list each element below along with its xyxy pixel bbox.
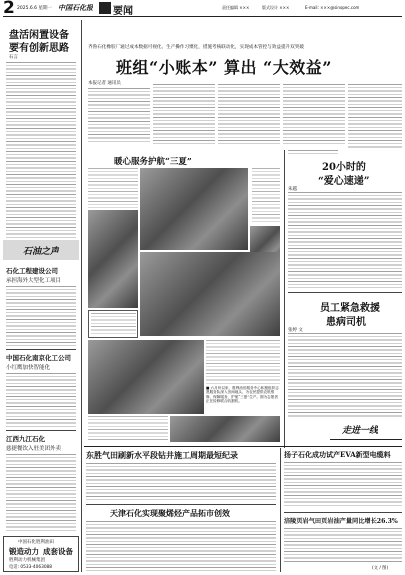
ad-header: 中国石化胜利油田: [18, 540, 54, 545]
right-headline-2: “爱心速递”: [318, 176, 370, 187]
right-byline-1: 朱越: [288, 187, 297, 192]
bottom-story-4-title: 涪陵页岩气田页岩油产量同比增长26.3%: [284, 518, 398, 525]
bottom-divider: [86, 504, 276, 505]
photo-caption-text: [206, 340, 280, 384]
bottom-rule: [84, 446, 402, 447]
right-byline-2: 张婷 文: [288, 328, 303, 333]
right-story-2-body: [288, 333, 402, 417]
label-banner: [3, 240, 79, 260]
masthead-rule: [3, 16, 402, 17]
bottom-story-4-credit: (文 / 图): [372, 566, 389, 571]
photo-bottom-text: [88, 416, 168, 442]
lead-kicker: 齐鲁石化橡胶厂通过成本数据可视化、生产操作习惯化，措施考核联动化，实现成本管控与效益提升双突破: [88, 45, 304, 50]
photo-intro-text: [88, 168, 138, 208]
left-story-2-body: [6, 286, 76, 346]
ad-title-2: 成套设备: [43, 547, 73, 556]
photo-feature-heading: 暖心服务护航“三夏”: [114, 157, 192, 167]
left-column: [3, 20, 79, 573]
bottom-story-4-body: [284, 528, 402, 564]
bottom-story-2-title: 天津石化实现聚烯烃产品拓市创效: [110, 508, 230, 518]
right-headline-1: 20小时的: [322, 162, 366, 173]
photo-field-bottom-left: [88, 340, 204, 414]
caption-box-text: [91, 313, 136, 336]
ad-phone: 电话: 0533-4063088: [9, 565, 53, 570]
caption-box: [88, 310, 138, 338]
bottom-column-rule: [280, 448, 281, 572]
advertisement: [3, 536, 79, 572]
left-story-4-title: 江西九江石化: [6, 435, 45, 443]
left-body-text: [6, 62, 76, 238]
bottom-story-2-body: [86, 521, 276, 571]
frontline-banner: [330, 420, 402, 440]
photo-field-bottom-right: [170, 416, 280, 442]
masthead-editor: 责任编辑 ×××: [222, 5, 250, 10]
bottom-story-1-body: [86, 463, 276, 501]
left-story-4-subtitle: 慈捷餐饮入驻美团外卖: [6, 446, 62, 452]
lead-body-col-2: [153, 84, 215, 146]
bottom-story-3-title: 扬子石化成功试产EVA新型电缆料: [284, 450, 391, 459]
paper-name: 中国石化报: [58, 3, 93, 12]
lead-body-col-4: [283, 84, 345, 146]
bottom-story-3-body: [284, 462, 402, 508]
frontline-banner-text: 走进一线: [342, 426, 379, 436]
lead-body-col-1: [88, 88, 150, 144]
lead-byline: 本报记者 通讯员: [88, 81, 121, 86]
photo-side-text: [252, 168, 280, 224]
right-headline-4: 患病司机: [326, 317, 366, 328]
right-divider: [288, 292, 402, 293]
bottom-story-1-title: 东胜气田刷新水平段钻井施工周期最短纪录: [86, 450, 238, 460]
left-divider-1: [6, 349, 76, 350]
left-column-rule: [81, 20, 82, 572]
left-story-2-subtitle: 承担海外大型化工项目: [6, 278, 62, 284]
section-title: 要闻: [113, 6, 133, 17]
lead-body-col-5: [348, 84, 402, 148]
left-story-3-title: 中国石化南京化工公司: [6, 354, 71, 362]
ad-company: 胜利动力机械集团: [9, 558, 45, 563]
right-headline-3: 员工紧急救援: [320, 303, 380, 314]
masthead: [0, 0, 405, 18]
right-column-rule: [284, 150, 285, 448]
left-divider-2: [6, 430, 76, 431]
masthead-email: E-mail: ×××@sinopec.com: [305, 5, 360, 10]
photo-volunteers: [140, 252, 280, 336]
caption-text: ■ 六月份以来，胜利油田服务中心积极组织志愿服务队深入田间地头，为农民提供农机维修、保障服务，护航“三夏”生产。图为志愿者正在检修联合收割机。: [206, 386, 279, 404]
label-banner-text: 石油之声: [23, 247, 60, 257]
photo-harvester-top: [140, 168, 248, 250]
lead-body-col-3: [218, 84, 280, 146]
right-story-1-body: [288, 192, 402, 288]
masthead-designer: 版式设计 ×××: [262, 5, 290, 10]
left-story-4-body: [6, 454, 76, 532]
left-headline-2: 要有创新思路: [9, 43, 69, 54]
section-badge: [99, 2, 111, 14]
left-story-2-title: 石化工程建设公司: [6, 267, 58, 275]
left-headline-1: 盘活闲置设备: [9, 30, 69, 41]
ad-title: 锻造动力: [9, 547, 39, 556]
page-number: 2: [3, 0, 15, 18]
masthead-date: 2025.6.6 星期一: [17, 6, 52, 11]
left-byline: 石言: [9, 55, 18, 60]
left-story-3-body: [6, 373, 76, 427]
lead-headline: 班组“小账本” 算出 “大效益”: [116, 58, 332, 77]
left-story-3-subtitle: 小红鹰加快智能化: [6, 365, 51, 371]
right-intro-text: [288, 150, 338, 156]
bottom-right-divider: [284, 512, 402, 513]
photo-harvester-left: [88, 210, 138, 308]
